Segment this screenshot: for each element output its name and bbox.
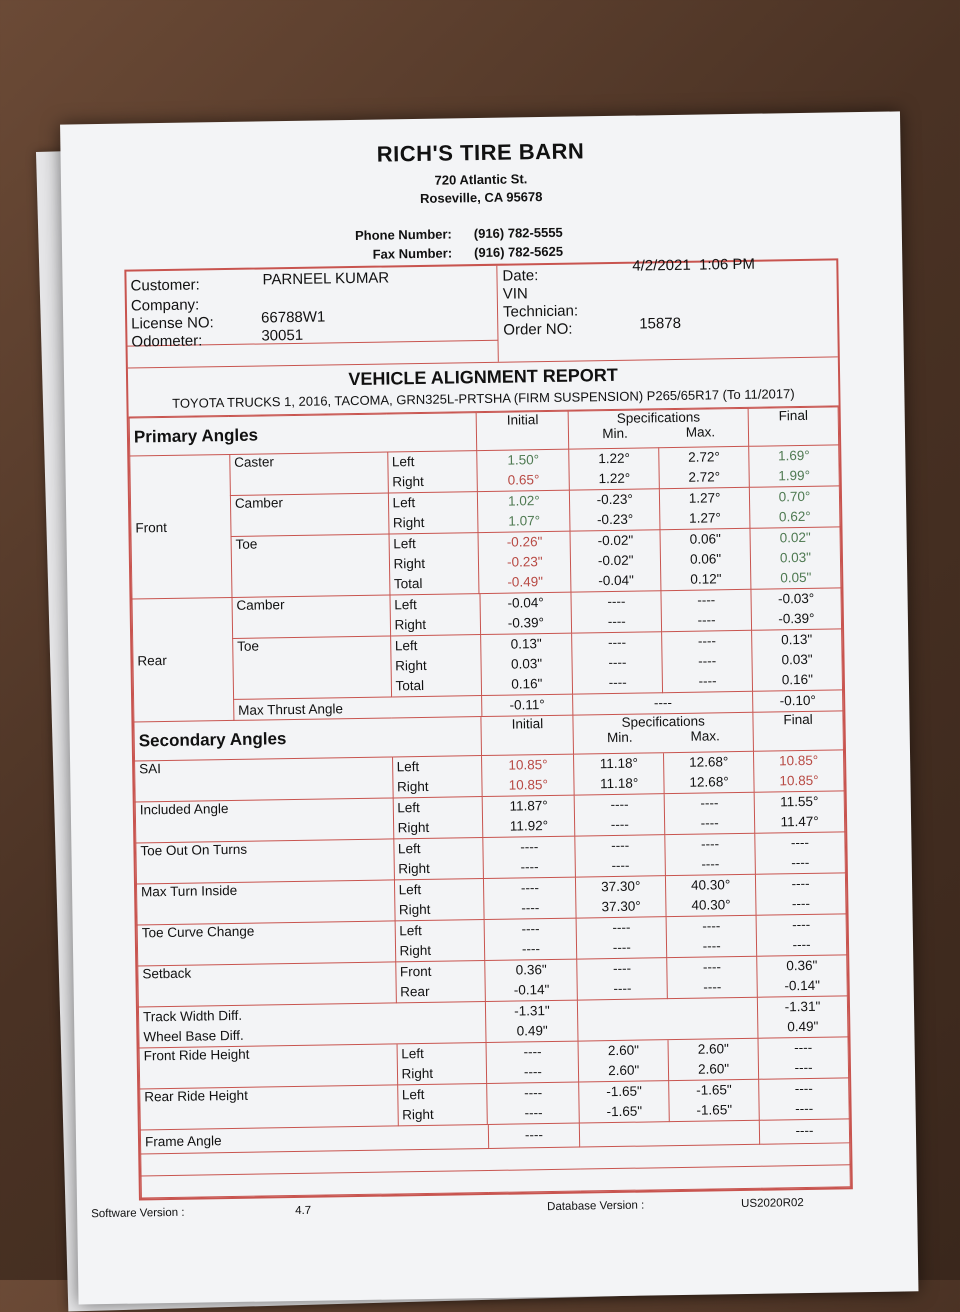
side-label: Left	[401, 1045, 424, 1061]
table-row	[133, 629, 843, 701]
value: -1.31"	[784, 998, 821, 1014]
value: ----	[791, 875, 810, 891]
value: ----	[520, 858, 539, 874]
col-initial: Initial	[477, 411, 569, 450]
side-label: Left	[399, 922, 422, 938]
wheel-base-label: Wheel Base Diff.	[143, 1027, 244, 1044]
value: -0.02"	[597, 552, 634, 569]
value: 0.36"	[515, 961, 547, 978]
value: 2.60"	[608, 1062, 640, 1078]
value: ----	[702, 917, 721, 934]
value: ----	[794, 1059, 813, 1075]
value: 11.87°	[509, 797, 548, 814]
value: ----	[611, 857, 630, 873]
value: ----	[697, 592, 716, 608]
value: 10.85°	[508, 776, 549, 793]
value: 10.85°	[508, 756, 548, 773]
value: 11.18°	[599, 755, 639, 771]
value: ----	[794, 1039, 813, 1055]
side-total: Total	[393, 575, 423, 592]
value: ----	[607, 613, 626, 630]
rear-toe-label: Toe	[233, 636, 392, 699]
value: 2.60"	[697, 1060, 730, 1077]
included-label: Included Angle	[135, 797, 393, 842]
report-frame	[124, 255, 853, 1200]
value: 12.68°	[689, 753, 729, 770]
thrust-initial: -0.11°	[481, 694, 573, 716]
max-turn-label: Max Turn Inside	[136, 879, 394, 924]
phone-value: (916) 782-5555	[473, 224, 563, 242]
col-min: Min.	[602, 425, 628, 442]
value: 10.85°	[779, 772, 819, 788]
value: 2.60"	[697, 1040, 729, 1057]
value: 10.85°	[778, 752, 819, 768]
col-specifications	[568, 408, 748, 449]
license-label: License NO:	[131, 314, 214, 333]
frame-angle-label: Frame Angle	[140, 1125, 488, 1154]
setback-label: Setback	[138, 961, 396, 1006]
value: ----	[488, 1123, 580, 1148]
value: ----	[698, 653, 717, 669]
customer-value: PARNEEL KUMAR	[262, 269, 390, 289]
odometer-value: 30051	[261, 326, 304, 345]
shop-name: RICH'S TIRE BARN	[376, 138, 585, 167]
side-label: Rear	[400, 983, 430, 999]
alignment-table	[129, 406, 842, 599]
side-right: Right	[394, 616, 427, 633]
value: 40.30°	[691, 896, 731, 913]
value: ----	[608, 654, 627, 671]
side-total: Total	[395, 677, 425, 694]
thrust-final: -0.10°	[753, 690, 843, 712]
value: ----	[520, 838, 539, 854]
value: ----	[792, 936, 811, 952]
side-left: Left	[392, 495, 416, 511]
value: -1.31"	[514, 1002, 550, 1019]
col-initial-2: Initial	[481, 716, 573, 755]
value: 0.03"	[781, 651, 813, 668]
value: -0.03°	[777, 590, 815, 607]
value: ----	[701, 855, 720, 872]
customer-header	[126, 255, 837, 368]
report-title: VEHICLE ALIGNMENT REPORT	[348, 364, 618, 390]
value: ----	[698, 673, 717, 689]
thrust-label: Max Thrust Angle	[233, 696, 481, 721]
value: 0.06"	[689, 531, 721, 547]
value: -1.65"	[696, 1081, 732, 1098]
side-label: Left	[398, 881, 422, 897]
col-final: Final	[748, 407, 839, 446]
value: 1.22°	[598, 450, 631, 467]
value: -0.04°	[507, 595, 544, 611]
value: ----	[610, 796, 629, 812]
side-label: Right	[398, 860, 430, 876]
side-label: Left	[396, 758, 420, 774]
camber-label: Camber	[230, 493, 388, 536]
value: 11.18°	[599, 775, 639, 791]
value: 1.02°	[507, 493, 540, 509]
value: 0.06"	[689, 551, 722, 567]
value: ----	[791, 854, 810, 870]
value: ----	[612, 939, 631, 955]
side-label: Right	[397, 819, 430, 835]
value: 0.65°	[507, 472, 540, 488]
side-label: Left	[401, 1086, 425, 1102]
value: 12.68°	[689, 773, 729, 790]
value: ----	[700, 835, 720, 852]
value: ----	[697, 612, 716, 628]
front-label: Front	[130, 454, 232, 599]
side-label: Right	[398, 901, 431, 917]
side-left: Left	[394, 638, 418, 654]
table-row	[131, 527, 841, 599]
value: -1.65"	[696, 1101, 733, 1118]
rear-table	[132, 588, 844, 722]
value: -1.65"	[606, 1083, 642, 1099]
value: ----	[792, 916, 811, 932]
primary-angles-heading: Primary Angles	[129, 413, 477, 456]
value: -0.39°	[507, 615, 545, 631]
value: 40.30°	[690, 876, 731, 893]
side-right: Right	[392, 473, 424, 490]
value: 2.60"	[607, 1042, 640, 1058]
value: 2.72°	[688, 449, 720, 465]
col-max-2: Max.	[690, 728, 720, 744]
database-value: US2020R02	[740, 1197, 804, 1211]
shop-address-line2: Roseville, CA 95678	[419, 189, 543, 206]
track-width-label: Track Width Diff.	[142, 1007, 243, 1024]
value: ----	[611, 837, 630, 853]
value: ----	[697, 633, 717, 649]
value: ----	[702, 958, 722, 975]
value: 0.62°	[778, 508, 811, 525]
value: 1.07°	[508, 513, 541, 529]
secondary-rows-2	[139, 1037, 850, 1130]
value: 0.36"	[786, 957, 818, 973]
license-value: 66788W1	[260, 308, 326, 327]
value: 0.03"	[510, 656, 543, 672]
value: ----	[524, 1084, 543, 1100]
spec-heading: Specifications	[616, 409, 701, 426]
value: 0.02"	[779, 529, 811, 546]
software-value: 4.7	[295, 1204, 312, 1218]
side-label: Front	[399, 963, 432, 979]
value: ----	[607, 593, 626, 610]
value: 0.16"	[781, 671, 814, 688]
phone-label: Phone Number:	[354, 226, 452, 243]
value: ----	[520, 879, 540, 895]
value: 0.70°	[778, 488, 811, 505]
value: ----	[759, 1119, 849, 1144]
toe-curve-label: Toe Curve Change	[137, 920, 395, 965]
secondary-angles-heading: Secondary Angles	[134, 717, 482, 760]
value: 1.99°	[778, 467, 811, 484]
value: -0.49"	[507, 574, 544, 590]
value: -0.39°	[778, 610, 815, 627]
value: 0.03"	[779, 549, 812, 566]
value: 0.13"	[510, 636, 542, 652]
value: 1.69°	[777, 447, 810, 464]
database-label: Database Version :	[547, 1199, 645, 1214]
value: ----	[703, 978, 722, 995]
value: 0.49"	[787, 1018, 819, 1034]
value: ----	[521, 899, 540, 915]
value: ----	[607, 634, 627, 651]
col-max: Max.	[685, 424, 716, 440]
side-left: Left	[391, 454, 415, 470]
fax-label: Fax Number:	[372, 245, 453, 262]
value: 0.13"	[781, 631, 813, 648]
value: 1.27°	[688, 490, 721, 506]
thrust-spec: ----	[573, 691, 753, 715]
side-label: Right	[396, 778, 429, 794]
rear-label: Rear	[132, 598, 234, 722]
value: ----	[521, 940, 540, 956]
front-ride-label: Front Ride Height	[139, 1044, 397, 1089]
value: -0.04"	[598, 572, 634, 589]
software-label: Software Version :	[91, 1206, 185, 1221]
value: 1.22°	[598, 470, 631, 487]
side-label: Left	[397, 840, 421, 856]
alignment-report-page	[60, 111, 918, 1304]
value: ----	[613, 980, 632, 996]
value: 0.12"	[690, 571, 722, 587]
value: 0.16"	[511, 676, 543, 692]
spec-heading-2: Specifications	[621, 713, 705, 730]
side-label: Right	[401, 1065, 434, 1081]
sai-label: SAI	[135, 757, 393, 802]
value: 11.47°	[780, 813, 819, 829]
toe-label: Toe	[231, 534, 390, 597]
value: 37.30°	[601, 878, 641, 894]
value: 11.55°	[780, 793, 819, 809]
date-label: Date:	[502, 267, 539, 285]
side-left: Left	[394, 597, 417, 613]
col-specifications-2	[573, 713, 753, 754]
value: 0.49"	[516, 1022, 548, 1039]
vin-label: VIN	[502, 285, 528, 303]
side-right: Right	[392, 514, 425, 531]
value: ----	[700, 794, 719, 811]
value: ----	[790, 834, 810, 850]
value: -0.02"	[597, 532, 634, 549]
value: -0.23°	[596, 511, 634, 528]
value: 37.30°	[601, 898, 641, 914]
technician-label: Technician:	[502, 302, 579, 321]
order-label: Order NO:	[503, 320, 573, 339]
order-value: 15878	[639, 314, 682, 333]
date-value: 4/2/2021 1:06 PM	[632, 255, 756, 275]
value: 11.92°	[509, 817, 549, 834]
odometer-label: Odometer:	[131, 332, 203, 351]
value: 2.72°	[688, 469, 721, 485]
rear-ride-label: Rear Ride Height	[140, 1084, 398, 1129]
side-left: Left	[393, 536, 416, 552]
col-min-2: Min.	[606, 729, 633, 746]
value: ----	[791, 895, 811, 911]
value: ----	[610, 816, 629, 832]
toe-out-label: Toe Out On Turns	[136, 838, 394, 883]
value: ----	[794, 1080, 813, 1096]
secondary-rows	[134, 750, 848, 1007]
value: ----	[521, 920, 540, 936]
side-label: Right	[402, 1106, 434, 1122]
value: ----	[523, 1063, 542, 1079]
value: 1.50°	[507, 452, 540, 468]
fax-value: (916) 782-5625	[473, 243, 564, 261]
frame-angle-table	[140, 1119, 851, 1199]
value: ----	[612, 960, 632, 976]
value: -0.14"	[784, 977, 821, 993]
value: ----	[608, 674, 627, 691]
value: -0.14"	[513, 981, 550, 998]
value: -0.26"	[506, 534, 543, 550]
customer-label: Customer:	[130, 276, 200, 295]
value: -0.23"	[506, 554, 543, 570]
col-final-2: Final	[753, 711, 844, 750]
rear-camber-label: Camber	[232, 595, 390, 638]
value: ----	[795, 1100, 814, 1116]
value: 1.27°	[688, 510, 721, 526]
value: ----	[523, 1043, 542, 1059]
side-label: Right	[399, 942, 432, 958]
value: ----	[702, 937, 721, 954]
company-label: Company:	[130, 296, 200, 315]
value: -0.23°	[596, 491, 633, 508]
value: -1.65"	[606, 1103, 643, 1119]
value: ----	[700, 814, 719, 831]
side-label: Left	[397, 799, 420, 815]
value: ----	[524, 1104, 543, 1120]
side-right: Right	[393, 555, 426, 572]
side-right: Right	[395, 657, 427, 674]
vehicle-description: TOYOTA TRUCKS 1, 2016, TACOMA, GRN325L-PRTSHA (FIRM SUSPENSION) P265/65R17 (To 11/2017)	[128, 382, 838, 417]
caster-label: Caster	[230, 452, 388, 495]
value: ----	[612, 919, 631, 935]
value: 0.05"	[780, 569, 812, 586]
shop-address-line1: 720 Atlantic St.	[434, 171, 528, 188]
